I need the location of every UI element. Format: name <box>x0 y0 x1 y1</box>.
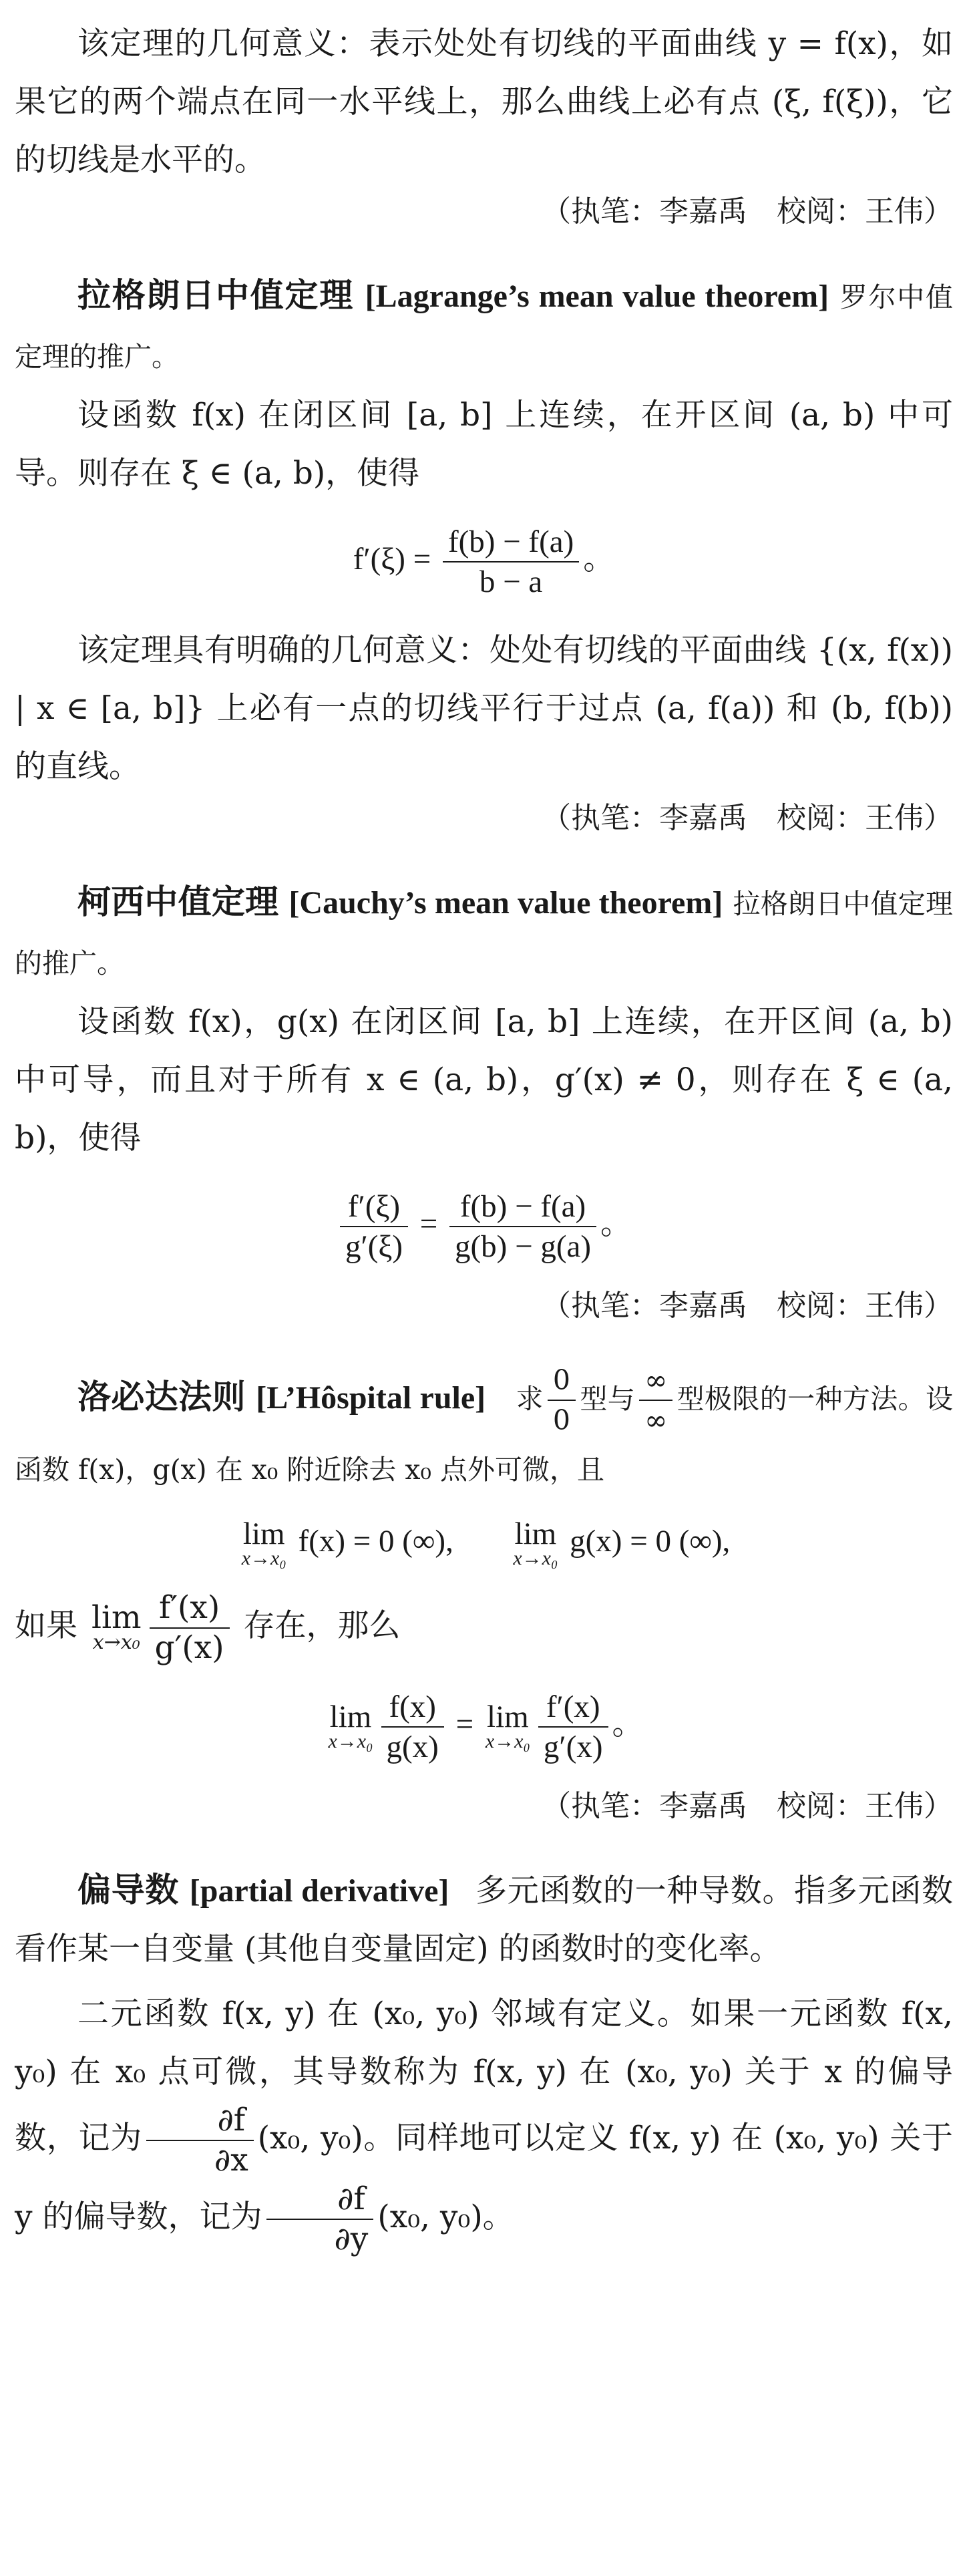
formula-end: 。 <box>612 1706 644 1742</box>
credit-rolle: （执笔：李嘉禹 校阅：王伟） <box>542 194 953 228</box>
entry-lead: 求 <box>516 1383 544 1415</box>
entry-english-term: [L’Hôspital rule] <box>256 1380 486 1416</box>
condition-f: f(x) = 0 (∞), <box>298 1523 453 1559</box>
lagrange-geometric-meaning: 该定理具有明确的几何意义：处处有切线的平面曲线 {(x, f(x)) | x ∈ [a, b]} 上必有一点的切线平行于过点 (a, f(a)) 和 (b, f(b)) 的直线。 <box>15 632 953 785</box>
lim-word: lim <box>329 1700 372 1734</box>
limit-operator <box>241 1516 286 1569</box>
numerator: f(b) − f(a) <box>443 522 579 562</box>
denominator: g′(x) <box>543 1730 603 1764</box>
entry-lead: 拉格朗日中值定理的推广。 <box>15 888 953 979</box>
entry-title: 洛必达法则 <box>77 1378 246 1416</box>
lagrange-statement: 设函数 f(x) 在闭区间 [a, b] 上连续，在开区间 (a, b) 中可导。则存在 ξ ∈ (a, b)，使得 <box>15 397 953 492</box>
denominator: b − a <box>479 565 543 599</box>
denominator: ∞ <box>644 1404 668 1436</box>
entry-lagrange-heading <box>15 267 953 386</box>
lagrange-formula <box>15 522 953 601</box>
credit-cauchy: （执笔：李嘉禹 校阅：王伟） <box>542 1289 953 1323</box>
partial-definition <box>15 1985 953 2259</box>
entry-lead: 型与 <box>579 1383 636 1415</box>
denominator: 0 <box>552 1404 570 1436</box>
then-text: 存在，那么 <box>243 1607 401 1644</box>
lhospital-if-clause <box>15 1589 953 1667</box>
fraction-df-dy <box>266 2180 374 2259</box>
lhospital-result <box>15 1687 953 1766</box>
lim-word: lim <box>242 1516 285 1551</box>
entry-title: 偏导数 <box>77 1871 180 1909</box>
numerator: 0 <box>548 1361 576 1401</box>
numerator: f′(x) <box>538 1687 608 1728</box>
condition-g: g(x) = 0 (∞), <box>570 1523 731 1559</box>
credit-lagrange: （执笔：李嘉禹 校阅：王伟） <box>542 801 953 835</box>
entry-title: 拉格朗日中值定理 <box>77 276 354 315</box>
denominator: g′(ξ) <box>345 1229 403 1264</box>
credit-lhospital: （执笔：李嘉禹 校阅：王伟） <box>542 1789 953 1823</box>
numerator: ∞ <box>639 1361 672 1401</box>
fraction <box>150 1589 230 1667</box>
numerator: ∂f <box>146 2101 254 2141</box>
entry-partial-heading <box>15 1861 953 1978</box>
if-word: 如果 <box>15 1607 77 1644</box>
fraction-zero-over-zero <box>548 1361 576 1440</box>
denominator: g(b) − g(a) <box>455 1229 592 1264</box>
fraction-inf-over-inf <box>639 1361 672 1440</box>
denominator: ∂y <box>334 2221 369 2257</box>
rolle-geometric-meaning: 该定理的几何意义：表示处处有切线的平面曲线 y = f(x)，如果它的两个端点在同一水平线上，那么曲线上必有点 (ξ, f(ξ))，它的切线是水平的。 <box>15 25 953 178</box>
lim-subscript: x→x₀ <box>92 1631 140 1654</box>
limit-operator <box>513 1516 558 1569</box>
formula-lhs: f′(ξ) = <box>353 541 431 577</box>
cauchy-formula <box>15 1187 953 1266</box>
fraction <box>538 1687 608 1766</box>
entry-lead: 多元函数的一种导数。指多元函数看作某一自变量 (其他自变量固定) 的函数时的变化率。 <box>15 1873 954 1967</box>
fraction <box>340 1187 408 1266</box>
lim-word: lim <box>487 1700 529 1734</box>
dictionary-page <box>15 0 953 2259</box>
lim-word: lim <box>514 1516 557 1551</box>
entry-lead: 型极限的一种方法。设函数 f(x)，g(x) 在 x₀ 附近除去 x₀ 点外可微，且 <box>15 1383 954 1486</box>
numerator: f′(ξ) <box>340 1187 408 1227</box>
fraction <box>449 1187 596 1266</box>
denominator: g′(x) <box>154 1629 224 1666</box>
limit-operator <box>91 1599 142 1654</box>
lim-subscript: x→x₀ <box>241 1547 286 1569</box>
limit-operator <box>486 1702 530 1752</box>
denominator: g(x) <box>386 1730 439 1764</box>
numerator: ∂f <box>266 2180 374 2220</box>
entry-english-term: [Lagrange’s mean value theorem] <box>365 279 829 314</box>
equals-sign: = <box>455 1706 474 1742</box>
lim-subscript: x→x₀ <box>328 1730 373 1752</box>
entry-english-term: [Cauchy’s mean value theorem] <box>288 885 723 921</box>
limit-operator <box>328 1702 373 1752</box>
cauchy-statement: 设函数 f(x)，g(x) 在闭区间 [a, b] 上连续，在开区间 (a, b) 中可导，而且对于所有 x ∈ (a, b)，g′(x) ≠ 0，则存在 ξ ∈ (a, b)，使得 <box>15 1003 953 1156</box>
denominator: ∂x <box>214 2142 248 2179</box>
numerator: f(x) <box>381 1687 444 1728</box>
formula-end: 。 <box>583 541 615 577</box>
entry-cauchy-heading <box>15 873 953 993</box>
partial-text-a: 二元函数 f(x, y) 在 (x₀, y₀) 邻域有定义。如果一元函数 f(x, y₀) 在 x₀ 点可微，其导数称为 f(x, y) 在 (x₀, y₀) 关于 x 的偏导数，记为 <box>15 1995 953 2156</box>
partial-text-b: (x₀, y₀)。同样地可以定义 f(x, y) 在 (x₀, y₀) 关于 y 的偏导数，记为 <box>15 2120 954 2235</box>
lim-word: lim <box>91 1599 142 1636</box>
equals-sign: = <box>419 1206 438 1241</box>
entry-lead: 罗尔中值定理的推广。 <box>15 281 953 373</box>
fraction <box>443 522 579 601</box>
lhospital-conditions <box>15 1516 953 1569</box>
entry-lhospital-heading <box>15 1361 953 1499</box>
fraction-df-dx <box>146 2101 254 2180</box>
fraction <box>381 1687 444 1766</box>
formula-end: 。 <box>600 1206 632 1241</box>
lim-subscript: x→x₀ <box>513 1547 558 1569</box>
entry-english-term: [partial derivative] <box>189 1873 449 1909</box>
entry-title: 柯西中值定理 <box>77 882 279 921</box>
numerator: f′(x) <box>150 1589 230 1629</box>
numerator: f(b) − f(a) <box>449 1187 596 1227</box>
lim-subscript: x→x₀ <box>485 1730 530 1752</box>
partial-text-c: (x₀, y₀)。 <box>377 2199 514 2235</box>
